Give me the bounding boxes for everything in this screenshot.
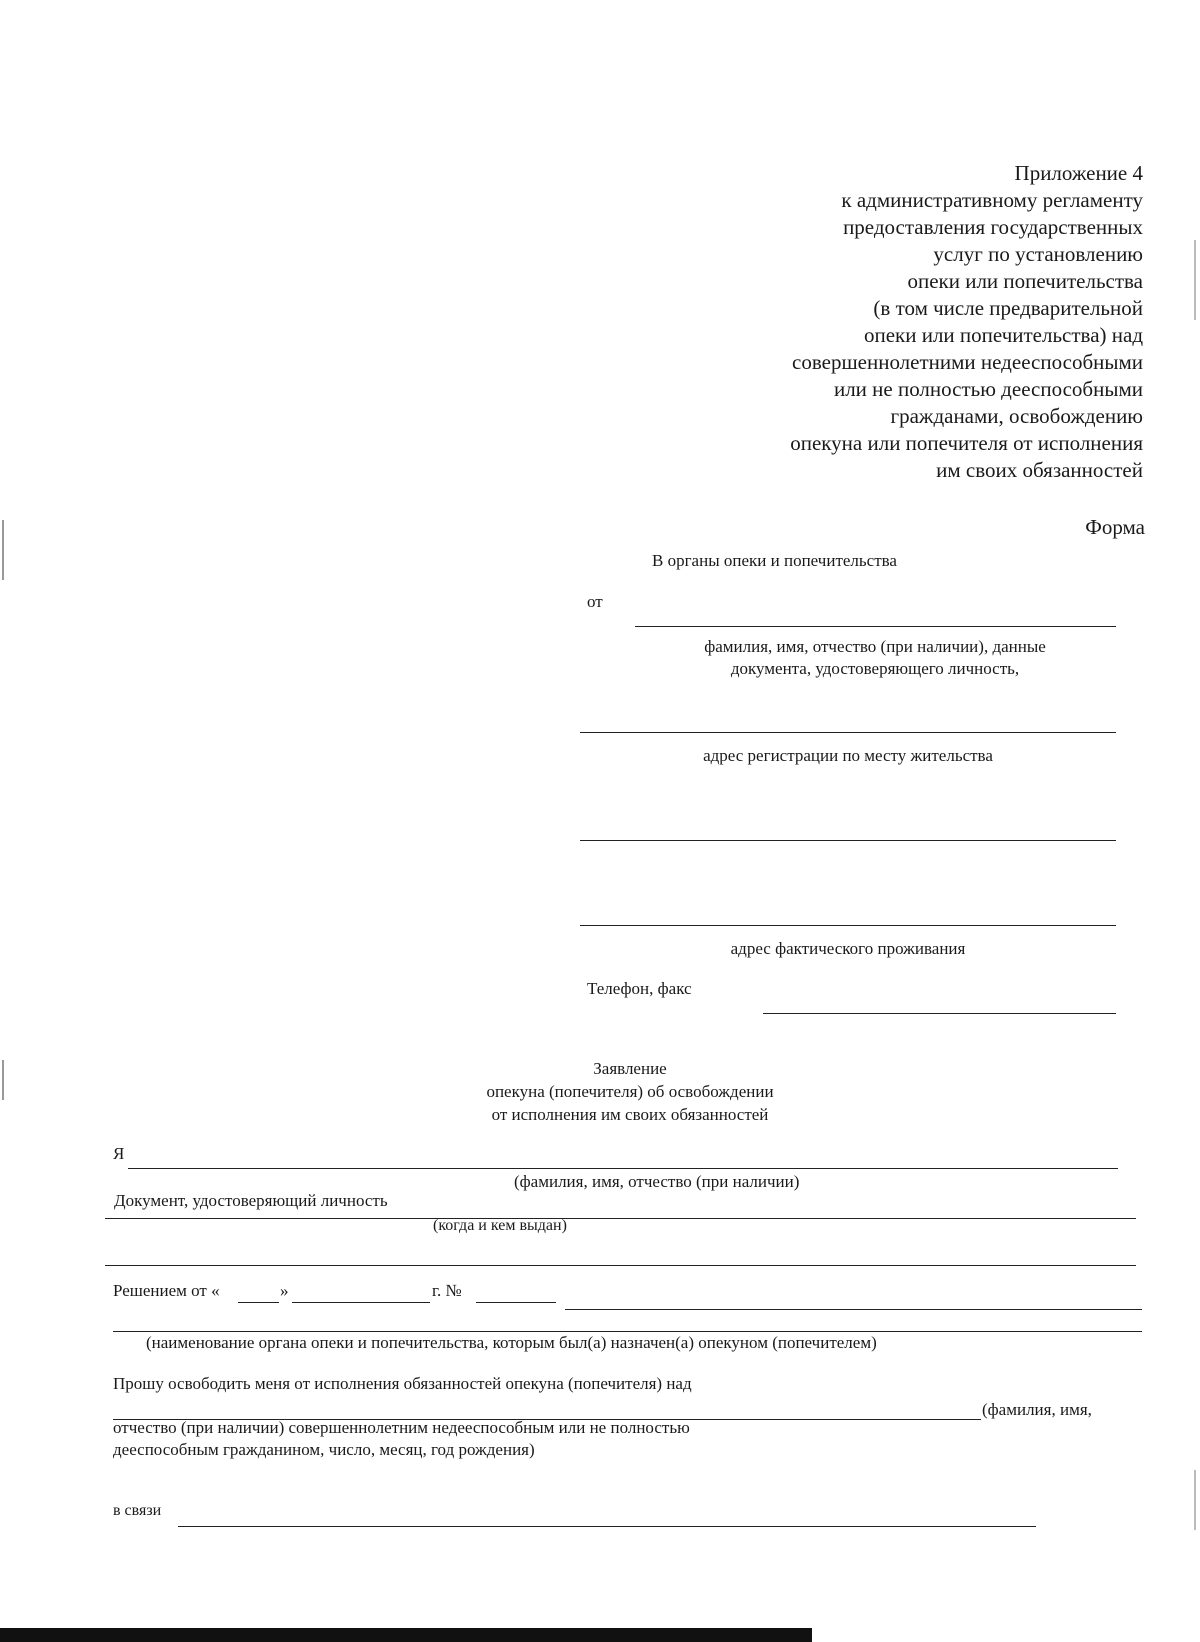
header-line: к административному регламенту xyxy=(841,188,1143,212)
decision-extra-line[interactable] xyxy=(565,1309,1142,1310)
caption-fio: (фамилия, имя, отчество (при наличии) xyxy=(514,1172,800,1191)
id-document-line[interactable] xyxy=(580,732,1116,733)
header-line: или не полностью дееспособными xyxy=(833,377,1143,401)
header-line: опеки или попечительства xyxy=(907,269,1143,293)
statement-title xyxy=(370,1057,890,1126)
from-label: от xyxy=(587,592,603,611)
decision-mid: » xyxy=(280,1281,289,1300)
document-line[interactable] xyxy=(105,1218,1136,1219)
i-label: Я xyxy=(113,1144,125,1163)
decision-number-line[interactable] xyxy=(476,1302,556,1303)
caption-ward-b: отчество (при наличии) совершеннолетним недееспособным или не полностью xyxy=(113,1418,690,1437)
scan-mark xyxy=(1194,240,1196,320)
organ-line[interactable] xyxy=(113,1331,1142,1332)
scan-bottom-bar xyxy=(0,1628,812,1642)
reason-line[interactable] xyxy=(178,1526,1036,1527)
caption-name-1: фамилия, имя, отчество (при наличии), данные xyxy=(704,637,1046,656)
caption-organ: (наименование органа опеки и попечительства, которым был(а) назначен(а) опекуном (попечителем) xyxy=(146,1333,877,1352)
form-label: Форма xyxy=(1085,515,1145,539)
scan-mark xyxy=(1194,1470,1196,1530)
header-line: гражданами, освобождению xyxy=(890,404,1143,428)
title-line-1: Заявление xyxy=(593,1059,667,1078)
header-line: совершеннолетними недееспособными xyxy=(792,350,1143,374)
caption-registration: адрес регистрации по месту жительства xyxy=(703,746,993,765)
decision-day-line[interactable] xyxy=(238,1302,279,1303)
decision-year-label: г. № xyxy=(432,1281,462,1300)
header-line: Приложение 4 xyxy=(1014,161,1143,185)
registration-line[interactable] xyxy=(580,840,1116,841)
phone-label: Телефон, факс xyxy=(587,979,692,998)
from-name-line[interactable] xyxy=(635,626,1116,627)
request-text: Прошу освободить меня от исполнения обязанностей опекуна (попечителя) над xyxy=(113,1374,692,1393)
caption-actual-address: адрес фактического проживания xyxy=(730,939,966,958)
title-line-3: от исполнения им своих обязанностей xyxy=(491,1105,769,1124)
caption-document: (когда и кем выдан) xyxy=(433,1217,567,1234)
scan-mark xyxy=(2,520,4,580)
phone-line[interactable] xyxy=(763,1013,1116,1014)
header-line: им своих обязанностей xyxy=(936,458,1143,482)
caption-name-2: документа, удостоверяющего личность, xyxy=(730,659,1020,678)
addressee-to: В органы опеки и попечительства xyxy=(652,551,897,570)
header-line: опеки или попечительства) над xyxy=(863,323,1143,347)
document-label: Документ, удостоверяющий личность xyxy=(114,1191,388,1210)
document-line-2[interactable] xyxy=(105,1265,1136,1266)
decision-prefix: Решением от « xyxy=(113,1281,220,1300)
header-line: опекуна или попечителя от исполнения xyxy=(790,431,1143,455)
actual-address-line[interactable] xyxy=(580,925,1116,926)
header-line: услуг по установлению xyxy=(933,242,1143,266)
fio-line[interactable] xyxy=(128,1168,1118,1169)
caption-ward-c: дееспособным гражданином, число, месяц, год рождения) xyxy=(113,1440,535,1459)
header-line: (в том числе предварительной xyxy=(873,296,1143,320)
appendix-header xyxy=(623,160,1143,484)
title-line-2: опекуна (попечителя) об освобождении xyxy=(486,1082,774,1101)
reason-label: в связи xyxy=(113,1502,162,1519)
caption-ward-a: (фамилия, имя, xyxy=(982,1400,1092,1419)
header-line: предоставления государственных xyxy=(843,215,1143,239)
scan-mark xyxy=(2,1060,4,1100)
decision-month-line[interactable] xyxy=(292,1302,430,1303)
